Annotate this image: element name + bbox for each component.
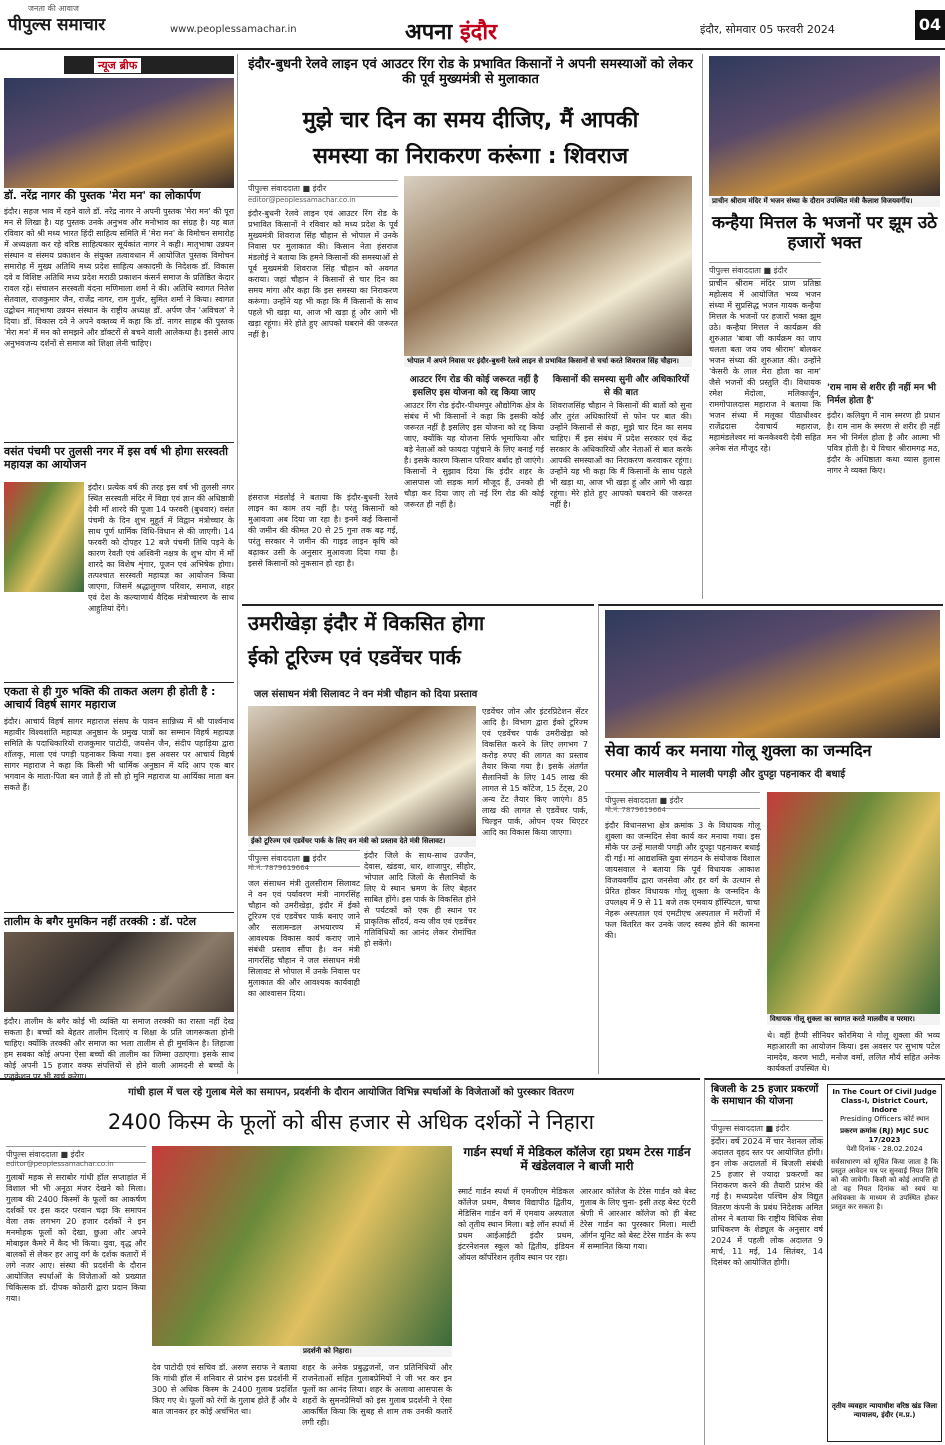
bhajan-byline: पीपुल्स संवाददाता ■ इंदौर: [709, 262, 821, 279]
left-column: [0, 54, 238, 1081]
umri-mobile: मो.नं. 7879619664: [248, 864, 310, 872]
page-header: [0, 0, 945, 50]
golu-byline: पीपुल्स संवाददाता ■ इंदौर: [605, 792, 760, 809]
umri-byline: पीपुल्स संवाददाता ■ इंदौर: [248, 850, 360, 867]
bhajan-body: प्राचीन श्रीराम मंदिर प्राण प्रतिष्ठा महोत्सव में आयोजित भव्य भजन संध्या में सुप्रसिद्ध भजन गायक कन्हैया मित्तल के भजनों पर हजारों भक्त झूम उठे। कन्हैया मित्तल ने कार्यक्रम की शुरुआत 'बाबा जी कार्यक्रम का जाप चलता बता जय जय श्रीराम' बोलकर भजन संध्या की शुरुआत की। उन्होंने 'केसरी के लाल मेरा होता का नाम' जैसे भजनों की प्रस्तुति दी। विधायक रमेश मेंदोला, मलिकार्जुन, रामगोपालदास महाराज ने बताया कि भजन संध्या में मलूका पीठाधीश्वर राजेंद्रदास देवाचार्य महाराज, महामंडलेश्वर मां कनकेश्वरी देवी सहित अनेक संत मौजूद रहे।: [709, 279, 821, 453]
dateline: इंदौर, सोमवार 05 फरवरी 2024: [700, 23, 835, 36]
umri-body-a: जल संसाधन मंत्री तुलसीराम सिलावट ने वन एवं पर्यावरण मंत्री नागरसिंह चौहान को उमरीखेड़ा, इंदौर में ईको टूरिज्म एवं एडवेंचर पार्क बनाए जाने और सलामन्डल अभयारण्य में आवश्यक विकास कार्य कराए जाने संबंधी प्रस्ताव सौंपा है। वन मंत्री नागरसिंह चौहान ने जल संसाधन मंत्री सिलावट से भोपाल में उनके निवास पर मुलाकात की और आवश्यक कार्यवाही का आश्वासन दिया।: [248, 879, 360, 998]
golu-photo-caption: विधायक गोलू शुक्ला का स्वागत करते मालवीय व परमार।: [767, 1014, 940, 1025]
notice-sub: Presiding Officers कोर्ट स्थान: [839, 1115, 930, 1123]
site-url[interactable]: www.peoplessamachar.in: [170, 24, 297, 35]
bhajan-quote-body: इंदौर। कलियुग में नाम स्मरण ही प्रधान है। राम नाम के स्मरण से शरीर ही नहीं मन भी निर्मल होता है और आत्मा भी पवित्र होती है। ये विचार श्रीरामगढ़ मठ, इंदौर के अधिष्ठाता कथा व्यास हुलास नागर ने व्यक्त किए।: [827, 411, 940, 475]
umri-photo-caption: ईको टूरिज्म एवं एडवेंचर पार्क के लिए वन मंत्री को प्रस्ताव देते मंत्री सिलावट।: [248, 836, 476, 847]
bijli-story: [704, 1078, 945, 1445]
story3-body: इंदौर। आचार्य विहर्ष सागर महाराज संसघ के पावन सान्निध्य में श्री पार्श्वनाथ महावीर विश्वशांति महायज्ञ अनुष्ठान के प्रमुख पात्रों का सम्मान विहर्ष महायज्ञ समिति के पदाधिकारियों राजकुमार पाटोदी, जयसेन जैन, संदीप पहाड़िया द्वारा शॉलकृ, माला एवं पगड़ी पहनाकर किया गया। इस अवसर पर आचार्य विहर्ष सागर महाराज ने कहा कि किसी भी धार्मिक अनुष्ठान में यदि आप एक बार भगवान के माता-पिता बन जाते हैं तो सौ हो मुनि महाराज या आर्यिका माता बन सकते हैं।: [4, 717, 234, 792]
umri-body-c: एडवेंचर जोन और इंटरप्रिटेशन सेंटर आदि है। विभाग द्वारा ईको टूरिज्म एवं एडवेंचर पार्क उमरीखेड़ा को विकसित करने के लिए लगभग 7 करोड़ रुपए की लागत का प्रस्ताव तैयार किया गया है। इसके अंतर्गत सैलानियों के लिए 145 लाख की लागत से 15 कॉटेज, 15 टेंट्स, 20 अन्य टेंट तैयार किए जाएंगे। 85 लाख की लागत से एडवेंचर पार्क, चिल्ड्रन पार्क, ओपन एयर थिएटर आदि का विकास किया जाएगा।: [482, 707, 588, 837]
bhajan-quote: 'राम नाम से शरीर ही नहीं मन भी निर्मल होता है': [827, 383, 936, 406]
umri-body-b: इंदौर जिले के साथ-साथ उज्जैन, देवास, खंडवा, धार, शाजापुर, सीहोर, भोपाल आदि जिलों के सैलानियों के लिए ये स्थान भ्रमण के लिए बेहतर साबित होंगे। इस पार्क के विकसित होने से पर्यटकों को एक ही स्थान पर प्राकृतिक सौंदर्य, वन्य जीव एवं एडवेंचर गतिविधियों का आनंद लेकर रोमांचित हो सकेंगे।: [364, 851, 476, 948]
story4-body: इंदौर। तालीम के बगैर कोई भी व्यक्ति या समाज तरक्की का रास्ता नहीं देख सकता है। बच्चों को बेहतर तालीम दिलाएं व शिक्षा के प्रति जागरूकता होनी चाहिए। क्योंकि तरक्की और समाज का भला तालीम से ही मुमकिन है। लिहाजा हम सबका कोई अपना ऐसा बच्चों की तालीम का जिम्मा उठाएगा। इसके साथ कोई अपनी 15 हजार वक्फ संपत्तियों से होने वाली आमदनी से बच्चों के एजुकेशन पर भी खर्च करेगा।: [4, 1017, 234, 1081]
flowers-email[interactable]: editor@peoplessamachar.co.in: [6, 1160, 114, 1168]
lead-headline-1: मुझे चार दिन का समय दीजिए, मैं आपकी: [302, 108, 639, 133]
story3-headline: एकता से ही गुरु भक्ति की ताकत अलग ही होती है : आचार्य विहर्ष सागर महाराज: [4, 685, 216, 711]
flowers-body-b: देव पाटोदी एवं सचिव डॉ. अरुण सराफ ने बताया कि गांधी हॉल में शनिवार से प्रारंभ इस प्रदर्शनी में 300 से अधिक किस्म के 2400 गुलाब प्रदर्शित किए गए थे। फूलों को रंगों के गुलाब होते हैं और ये बात जानकर हर कोई अचंभित था।: [152, 1363, 297, 1416]
umri-deck: जल संसाधन मंत्री सिलावट ने वन मंत्री चौहान को दिया प्रस्ताव: [254, 689, 478, 700]
news-brief-label: न्यूज ब्रीफ: [94, 58, 141, 73]
bhajan-photo: [709, 56, 940, 196]
golu-mobile: मो.नं. 7879619664: [605, 806, 667, 814]
lead-sub1: आउटर रिंग रोड की कोई जरूरत नहीं है इसलिए इस योजना को रद्द किया जाए: [409, 375, 539, 398]
taleem-photo: [4, 932, 234, 1012]
flowers-story: [0, 1078, 700, 1445]
flowers-byline: पीपुल्स संवाददाता ■ इंदौर: [6, 1146, 146, 1163]
bijli-headline: बिजली के 25 हजार प्रकरणों के समाधान की योजना: [711, 1084, 819, 1107]
lead-email[interactable]: editor@peoplessamachar.co.in: [248, 196, 356, 204]
story1-body: इंदौर। सहज भाव में रहने वाले डॉ. नरेंद्र नागर ने अपनी पुस्तक 'मेरा मन' की पूरा मन से लिखा है। यह पुस्तक उनके अनुभव और मनोभाव का संग्रह है। यह बात रविवार को श्री मध्य भारत हिंदी साहित्य समिति में 'मेरा मन' के विमोचन समारोह में अध्यक्षता कर रहे वरिष्ठ साहित्यकार सूर्यकांत नागर ने कही। मातृभाषा उन्नयन संस्थान व संस्मय प्रकाशन के संयुक्त तत्वावधान में आयोजित पुस्तक विमोचन समारोह में मुख्य अतिथि मध्य प्रदेश साहित्य अकादमी के निदेशक डॉ. विकास दवे व विशिष्ट अतिथि मध्य प्रदेश मराठी प्रकाशन कंसर्न समाज के प्रतिष्ठित केदार रावल रहे। संचालन सरस्वती वंदना मणिमाला शर्मा ने की। अतिथि स्वागत नितेश सेतवाल, राजकुमार जैन, राजेंद्र नागर, राम गुर्जर, सुमित शर्मा ने किया। स्वागत उद्बोधन मातृभाषा उन्नयन संस्थान के राष्ट्रीय अध्यक्ष डॉ. अर्पण जैन 'अविचल' ने दिया। डॉ. विकास दवे ने अपने वक्तव्य में कहा कि डॉ. नागर साहब की पुस्तक 'मेरा मन' में मन को समझने और डॉक्टरों से बचने वाली आलेकथा है। इससे आप अनुभवजन्य दर्शनों से समाज को शिक्षा लेनी चाहिए।: [4, 207, 234, 348]
flowers-body-d: स्मार्ट गार्डन स्पर्धा में एमजीएम मेडिकल कॉलेज प्रथम, वैष्णव विद्यापीठ द्वितीय, मेडिसिन गार्डन वर्ग में एमवाय अस्पताल को तृतीय स्थान मिला। बड़े लॉन स्पर्धा में प्रथम आईआईटी इंदौर प्रथम, इंटरनेशनल स्कूल को द्वितीय, इंडियन ऑयल कॉर्पोरेशन तृतीय स्थान पर रहा।: [458, 1187, 574, 1262]
bhajan-headline: कन्हैया मित्तल के भजनों पर झूम उठे हजारों भक्त: [711, 213, 938, 253]
notice-case: प्रकरण क्रमांक (RJ) MJC SUC 17/2023: [840, 1127, 929, 1144]
flowers-body-a: गुलाबों महक से सराबोर गांधी हॉल सप्ताहांत में विशाल भी भी अनूठा मंजर देखने को मिला। गुलाब की 2400 किस्मों के फूलों का आकर्षण दर्शकों पर इस कदर परवान चढ़ा कि समापन वेला तक लगभग 20 हजार दर्शकों ने इन मनमोहक फूलों को देखा, छुआ और अपने मोबाइल कैमरे में कैद भी किया। युवा, वृद्ध और बालकों से लेकर हर आयु वर्ग के दर्शक कतारों में लगे नजर आए। संस्था की प्रदर्शनी के दौरान आयोजित स्पर्धाओं के विजेताओं को प्रख्यात चिकित्सक डॉ. दीपक कोठारी द्वारा प्रदान किया गया।: [6, 1173, 146, 1303]
lead-photo-caption: भोपाल में अपने निवास पर इंदौर-बुधनी रेलवे लाइन से प्रभावित किसानों से चर्चा करते शिवराज सिंह चौहान।: [404, 356, 692, 367]
flowers-kicker: गांधी हाल में चल रहे गुलाब मेले का समापन, प्रदर्शनी के दौरान आयोजित विभिन्न स्पर्धाओं के विजेताओं को पुरस्कार वितरण: [128, 1087, 574, 1098]
lead-body-b: हंसराज मंडलोई ने बताया कि इंदौर-बुधनी रेलवे लाइन का काम तय नहीं है। परंतु किसानों को मुआवजा अब दिया जा रहा है। इनमें कई किसानों की जमीन की कीमत 20 से 25 गुना तक बढ़ गई, परंतु सरकार ने जमीन की गाइड लाइन कृषि को बढ़ाकर उसी के अनुसार मुआवजा दिया गया है। इससे किसानों को नुकसान हो रहा है।: [248, 493, 398, 568]
flowers-body-c: शहर के अनेक प्रबुद्धजनों, जन प्रतिनिधियों और राजनेताओं सहित गुलाबप्रेमियों ने जी भर कर इन फूलों का आनंद लिया। शहर के अलावा आसपास के शहरों के सुमनप्रेमियों को इस गुलाब प्रदर्शनी ने ऐसा आकर्षित किया कि सुबह से शाम तक उनकी कतारें लगी रही।: [302, 1363, 452, 1427]
notice-body: सर्वसाधारण को सूचित किया जाता है कि प्रस्तुत आवेदन पत्र पर सुनवाई नियत तिथि को की जावेगी। किसी को कोई आपत्ति हो तो वह नियत दिनांक को स्वयं या अधिवक्ता के माध्यम से उपस्थित होकर प्रस्तुत कर सकता है।: [831, 1158, 938, 1211]
lead-photo: [404, 176, 692, 356]
lead-byline: पीपुल्स संवाददाता ■ इंदौर: [248, 180, 398, 197]
story2-body-a: इंदौर। प्रत्येक वर्ष की तरह इस वर्ष भी तुलसी नगर स्थित सरस्वती मंदिर में विद्या एवं ज्ञान की अधिष्ठात्री देवी माँ शारदे की पूजा 14 फरवरी (बुधवार) वसंत पंचमी के दिन शुभ मुहूर्त में विद्वान मंत्रोच्चार के साथ पूर्ण धार्मिक विधि-विधान से की जाएगी। 14 फरवरी को दोपहर 12 बजे पंचमी तिथि पड़ने के कारण रेवती एवं अश्विनी नक्षत्र के शुभ योग में माँ शारदे का विशेष शृंगार, पूजन एवं अभिषेक होगा। तत्पश्चात सरस्वती महायज्ञ का आयोजन किया जाएगा, जिसमें श्रद्धालुगण परिवार, समाज, शहर एवं देश के कल्याणार्थ वैदिक मंत्रोच्चारण के साथ आहुतियां देंगे।: [88, 483, 234, 613]
news-brief-bar: [4, 56, 234, 76]
umri-photo: [248, 706, 476, 836]
lead-sub2-body: शिवराजसिंह चौहान ने किसानों की बातों को सुना और तुरंत अधिकारियों से फोन पर बात की। उन्होंने किसानों से कहा, मुझे चार दिन का समय चाहिए। मैं इस संबंध में प्रदेश सरकार एवं केंद्र सरकार के अधिकारियों और नेताओं से बात करके आपकी समस्याओं का निराकरण करवाकर रहूंगा। उन्होंने यह भी कहा कि मैं किसानों के साथ पहले भी खड़ा था, आज भी खड़ा हूं और आगे भी खड़ा रहूंगा। मेरे होते हुए आपको घबराने की जरूरत नहीं है।: [550, 401, 692, 509]
flowers-headline: 2400 किस्म के फूलों को बीस हजार से अधिक दर्शकों ने निहारा: [107, 1110, 595, 1134]
lead-body-a: इंदौर-बुधनी रेलवे लाइन एवं आउटर रिंग रोड के प्रभावित किसानों ने रविवार को मध्य प्रदेश के पूर्व मुख्यमंत्री शिवराज सिंह चौहान से भोपाल में उनके निवास पर मुलाकात की। किसान नेता हंसराज मंडलोई ने बताया कि हमने किसानों की समस्याओं से पूर्व मुख्यमंत्री शिवराज सिंह चौहान को अवगत कराया। जहां चौहान ने किसानों से चार दिन का समय मांगा और कहा कि इस समस्या का निराकरण करूंगा। उन्होंने यह भी कहा कि मैं किसानों के साथ पहले भी खड़ा था, आज भी खड़ा हूं और आगे भी खड़ा रहूंगा। मेरे होते हुए आपको घबराने की जरूरत नहीं है।: [248, 209, 398, 339]
court-notice: [827, 1084, 942, 1442]
bhajan-photo-caption: प्राचीन श्रीराम मंदिर में भजन संध्या के दौरान उपस्थित मंत्री कैलाश विजयवर्गीय।: [709, 196, 940, 207]
lead-headline-2: समस्या का निराकरण करूंगा : शिवराज: [312, 144, 629, 169]
notice-footer: तृतीय व्यवहार न्यायाधीश वरिष्ठ खंड जिला न्यायालय, इंदौर (म.प्र.): [831, 1402, 938, 1419]
golu-photo: [605, 610, 940, 738]
golu-headline: सेवा कार्य कर मनाया गोलू शुक्ला का जन्मदिन: [605, 741, 872, 760]
notice-date: पेशी दिनांक - 28.02.2024: [846, 1145, 923, 1153]
flowers-body-e: आरआर कॉलेज के टेरेस गार्डन को बेस्ट गुलाब के लिए चुना- इसी तरह बेस्ट एंटरी श्रेणी में आरआर कॉलेज को ही बेस्ट टेरेस गार्डन का पुरस्कार मिला। मल्टी ऑर्गन यूनिट को बेस्ट टेरेस गार्डन के रूप में सम्मानित किया गया।: [580, 1187, 696, 1251]
golu-body: इंदौर विधानसभा क्षेत्र क्रमांक 3 के विधायक गोलू शुक्ला का जन्मदिन सेवा कार्य कर मनाया गया। इस मौके पर उन्हें मालवी पगड़ी और दुपट्टा पहनाकर बधाई दी गई। मां आद्यशक्ति युवा संगठन के संयोजक विशाल जायसवाल ने बताया कि पूर्व विधायक आकाश विजयवर्गीय द्वारा जनसेवा और हर वर्ग के उत्थान से प्रेरित होकर विधायक गोलू शुक्ला के जन्मदिन के उपलक्ष्य में 9 से 11 बजे तक एमवाय हॉस्पिटल, चाचा नेहरू अस्पताल एवं एमटीएच अस्पताल में मरीजों में फल वितरित कर उनके जल्द स्वस्थ होने की कामना की।: [605, 821, 760, 940]
golu-photo-2: [767, 792, 940, 1014]
notice-title: In The Court Of Civil Judge Class-I, District Court, Indore: [832, 1088, 937, 1114]
story4-headline: तालीम के बगैर मुमकिन नहीं तरक्की : डॉ. पटेल: [4, 915, 197, 928]
golu-story: [598, 604, 943, 1074]
golu-photo-body: थे। वहीं हैप्पी सीनियर कोरमिया ने गोलू शुक्ला की भव्य महाआरती का आयोजन किया। इस अवसर पर सुभाष पटेल नामदेव, करण भाटी, मनोज वर्मा, ललित मौर्य सहित अनेक कार्यकर्ता उपस्थित थे।: [767, 1031, 940, 1073]
umri-headline-1: उमरीखेड़ा इंदौर में विकसित होगा: [248, 611, 485, 635]
story1-headline: डॉ. नरेंद्र नागर की पुस्तक 'मेरा मन' का लोकार्पण: [4, 189, 201, 202]
book-launch-photo: [4, 78, 234, 188]
right-top-story: [702, 54, 943, 599]
bijli-body: इंदौर। वर्ष 2024 में चार नेशनल लोक अदालत वृहद स्तर पर आयोजित होंगी। इन लोक अदालतों में बिजली संबंधी 25 हजार से ज्यादा प्रकरणों का निराकरण करने की तैयारी प्रारंभ की गई है। मध्यप्रदेश पश्चिम क्षेत्र विद्युत वितरण कंपनी के प्रबंध निदेशक अमित तोमर ने बताया कि राष्ट्रीय विधिक सेवा प्राधिकरण के शेड्यूल के अनुसार वर्ष 2024 में पहली लोक अदालत 9 मार्च, 11 मई, 14 सितंबर, 14 दिसंबर को आयोजित होगी।: [711, 1137, 823, 1267]
page-number: 04: [915, 10, 945, 40]
logo-tagline: जनता की आवाज: [28, 4, 79, 13]
section-title: अपना इंदौर: [405, 20, 498, 45]
golu-deck: परमार और मालवीय ने मालवी पगड़ी और दुपट्टा पहनाकर दी बधाई: [605, 769, 846, 780]
story2-headline: वसंत पंचमी पर तुलसी नगर में इस वर्ष भी होगा सरस्वती महायज्ञ का आयोजन: [4, 445, 228, 471]
umri-headline-2: ईको टूरिज्म एवं एडवेंचर पार्क: [248, 645, 461, 669]
saraswati-photo: [4, 482, 84, 592]
lead-kicker: इंदौर-बुधनी रेलवे लाइन एवं आउटर रिंग रोड के प्रभावित किसानों ने अपनी समस्याओं को लेकर की पूर्व मुख्यमंत्री से मुलाकात: [248, 57, 693, 87]
lead-sub1-body: आउटर रिंग रोड इंदौर-पीथमपुर औद्योगिक क्षेत्र के संबंध में भी किसानों ने कहा कि इसकी कोई जरूरत नहीं है इसलिए इस योजना को रद्द किया जाए, क्योंकि यह योजना सिर्फ भूमाफिया और बड़े नेताओं को फायदा पहुंचाने के लिए बनाई गई है। इसके कारण किसान परिवार बर्बाद हो जाएंगे। किसानों ने सुझाव दिया कि इंदौर शहर के आसपास जो सड़क मार्ग मौजूद हैं, उनको ही चौड़ा कर दिया जाए तो नई रिंग रोड की कोई जरूरत ही नहीं है।: [404, 401, 544, 509]
flowers-photo-caption: प्रदर्शनी को निहारा।: [300, 1346, 452, 1357]
lead-story: [242, 54, 697, 599]
masthead-logo: जनता की आवाज पीपुल्स समाचार: [8, 4, 106, 35]
flowers-subhead: गार्डन स्पर्धा में मेडिकल कॉलेज रहा प्रथम टेरस गार्डन में खंडेलवाल ने बाजी मारी: [463, 1145, 691, 1173]
flowers-photo: [152, 1146, 452, 1346]
lead-sub2: किसानों की समस्या सुनी और अधिकारियों से की बात: [552, 375, 690, 398]
bijli-byline: पीपुल्स संवाददाता ■ इंदौर: [711, 1120, 823, 1137]
umri-story: [242, 604, 594, 1074]
